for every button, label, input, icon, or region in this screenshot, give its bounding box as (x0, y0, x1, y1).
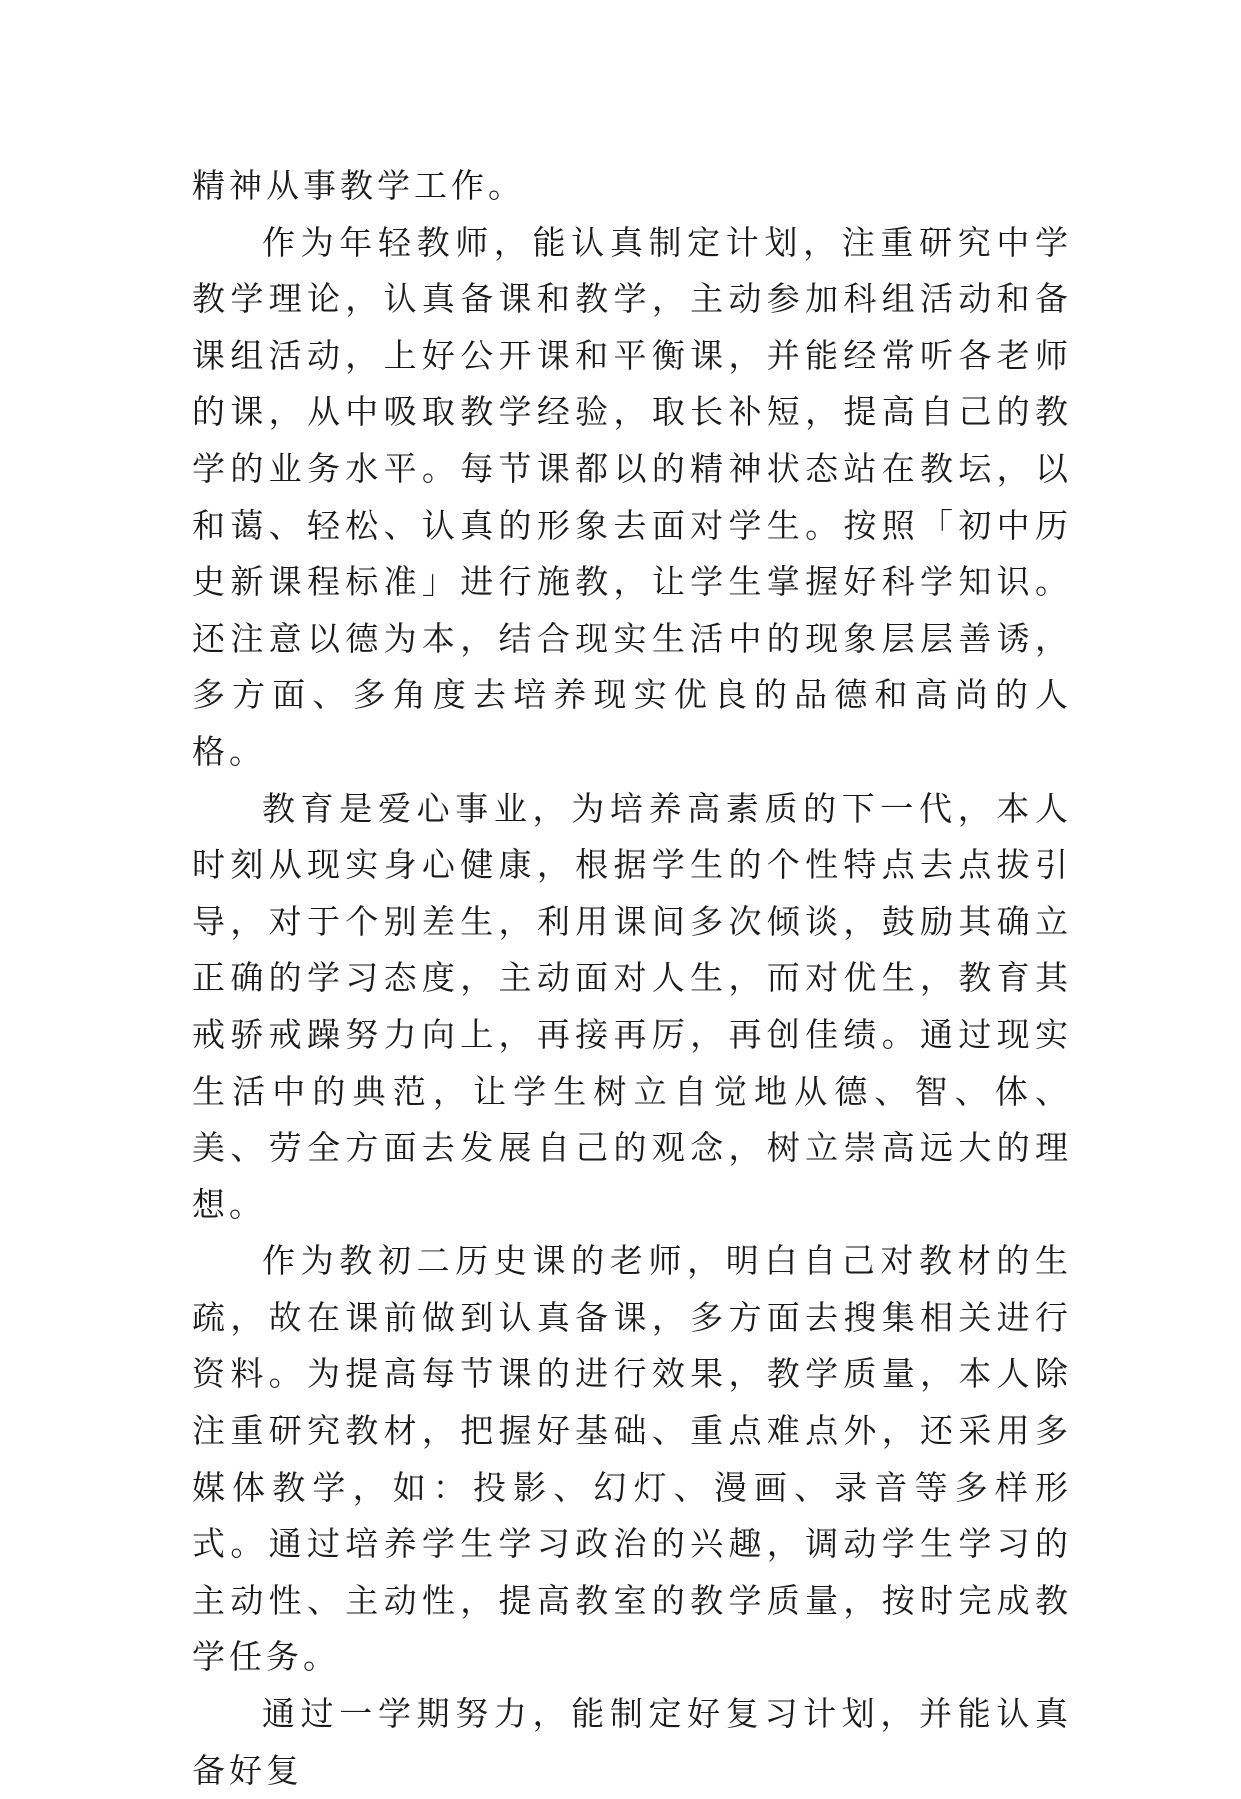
paragraph-3: 教育是爱心事业，为培养高素质的下一代，本人时刻从现实身心健康，根据学生的个性特点去点拔引导，对于个别差生，利用课间多次倾谈，鼓励其确立正确的学习态度，主动面对人生，而对优生，教育其戒骄戒躁努力向上，再接再厉，再创佳绩。通过现实生活中的典范，让学生树立自觉地从德、智、体、美、劳全方面去发展自己的观念，树立崇高远大的理想。 (192, 788, 1072, 1224)
paragraph-2: 作为年轻教师，能认真制定计划，注重研究中学教学理论，认真备课和教学，主动参加科组活动和备课组活动，上好公开课和平衡课，并能经常听各老师的课，从中吸取教学经验，取长补短，提高自己的教学的业务水平。每节课都以的精神状态站在教坛，以和蔼、轻松、认真的形象去面对学生。按照「初中历史新课程标准」进行施教，让学生掌握好科学知识。还注意以德为本，结合现实生活中的现象层层善诱，多方面、多角度去培养现实优良的品德和高尚的人格。 (192, 222, 1072, 771)
document-body (192, 158, 1072, 1799)
paragraph-4: 作为教初二历史课的老师，明白自己对教材的生疏，故在课前做到认真备课，多方面去搜集相关进行资料。为提高每节课的进行效果，教学质量，本人除注重研究教材，把握好基础、重点难点外，还采用多媒体教学，如：投影、幻灯、漫画、录音等多样形式。通过培养学生学习政治的兴趣，调动学生学习的主动性、主动性，提高教室的教学质量，按时完成教学任务。 (192, 1241, 1072, 1677)
paragraph-1: 精神从事教学工作。 (192, 166, 525, 205)
paragraph-5: 通过一学期努力，能制定好复习计划，并能认真备好复 (192, 1694, 1072, 1790)
